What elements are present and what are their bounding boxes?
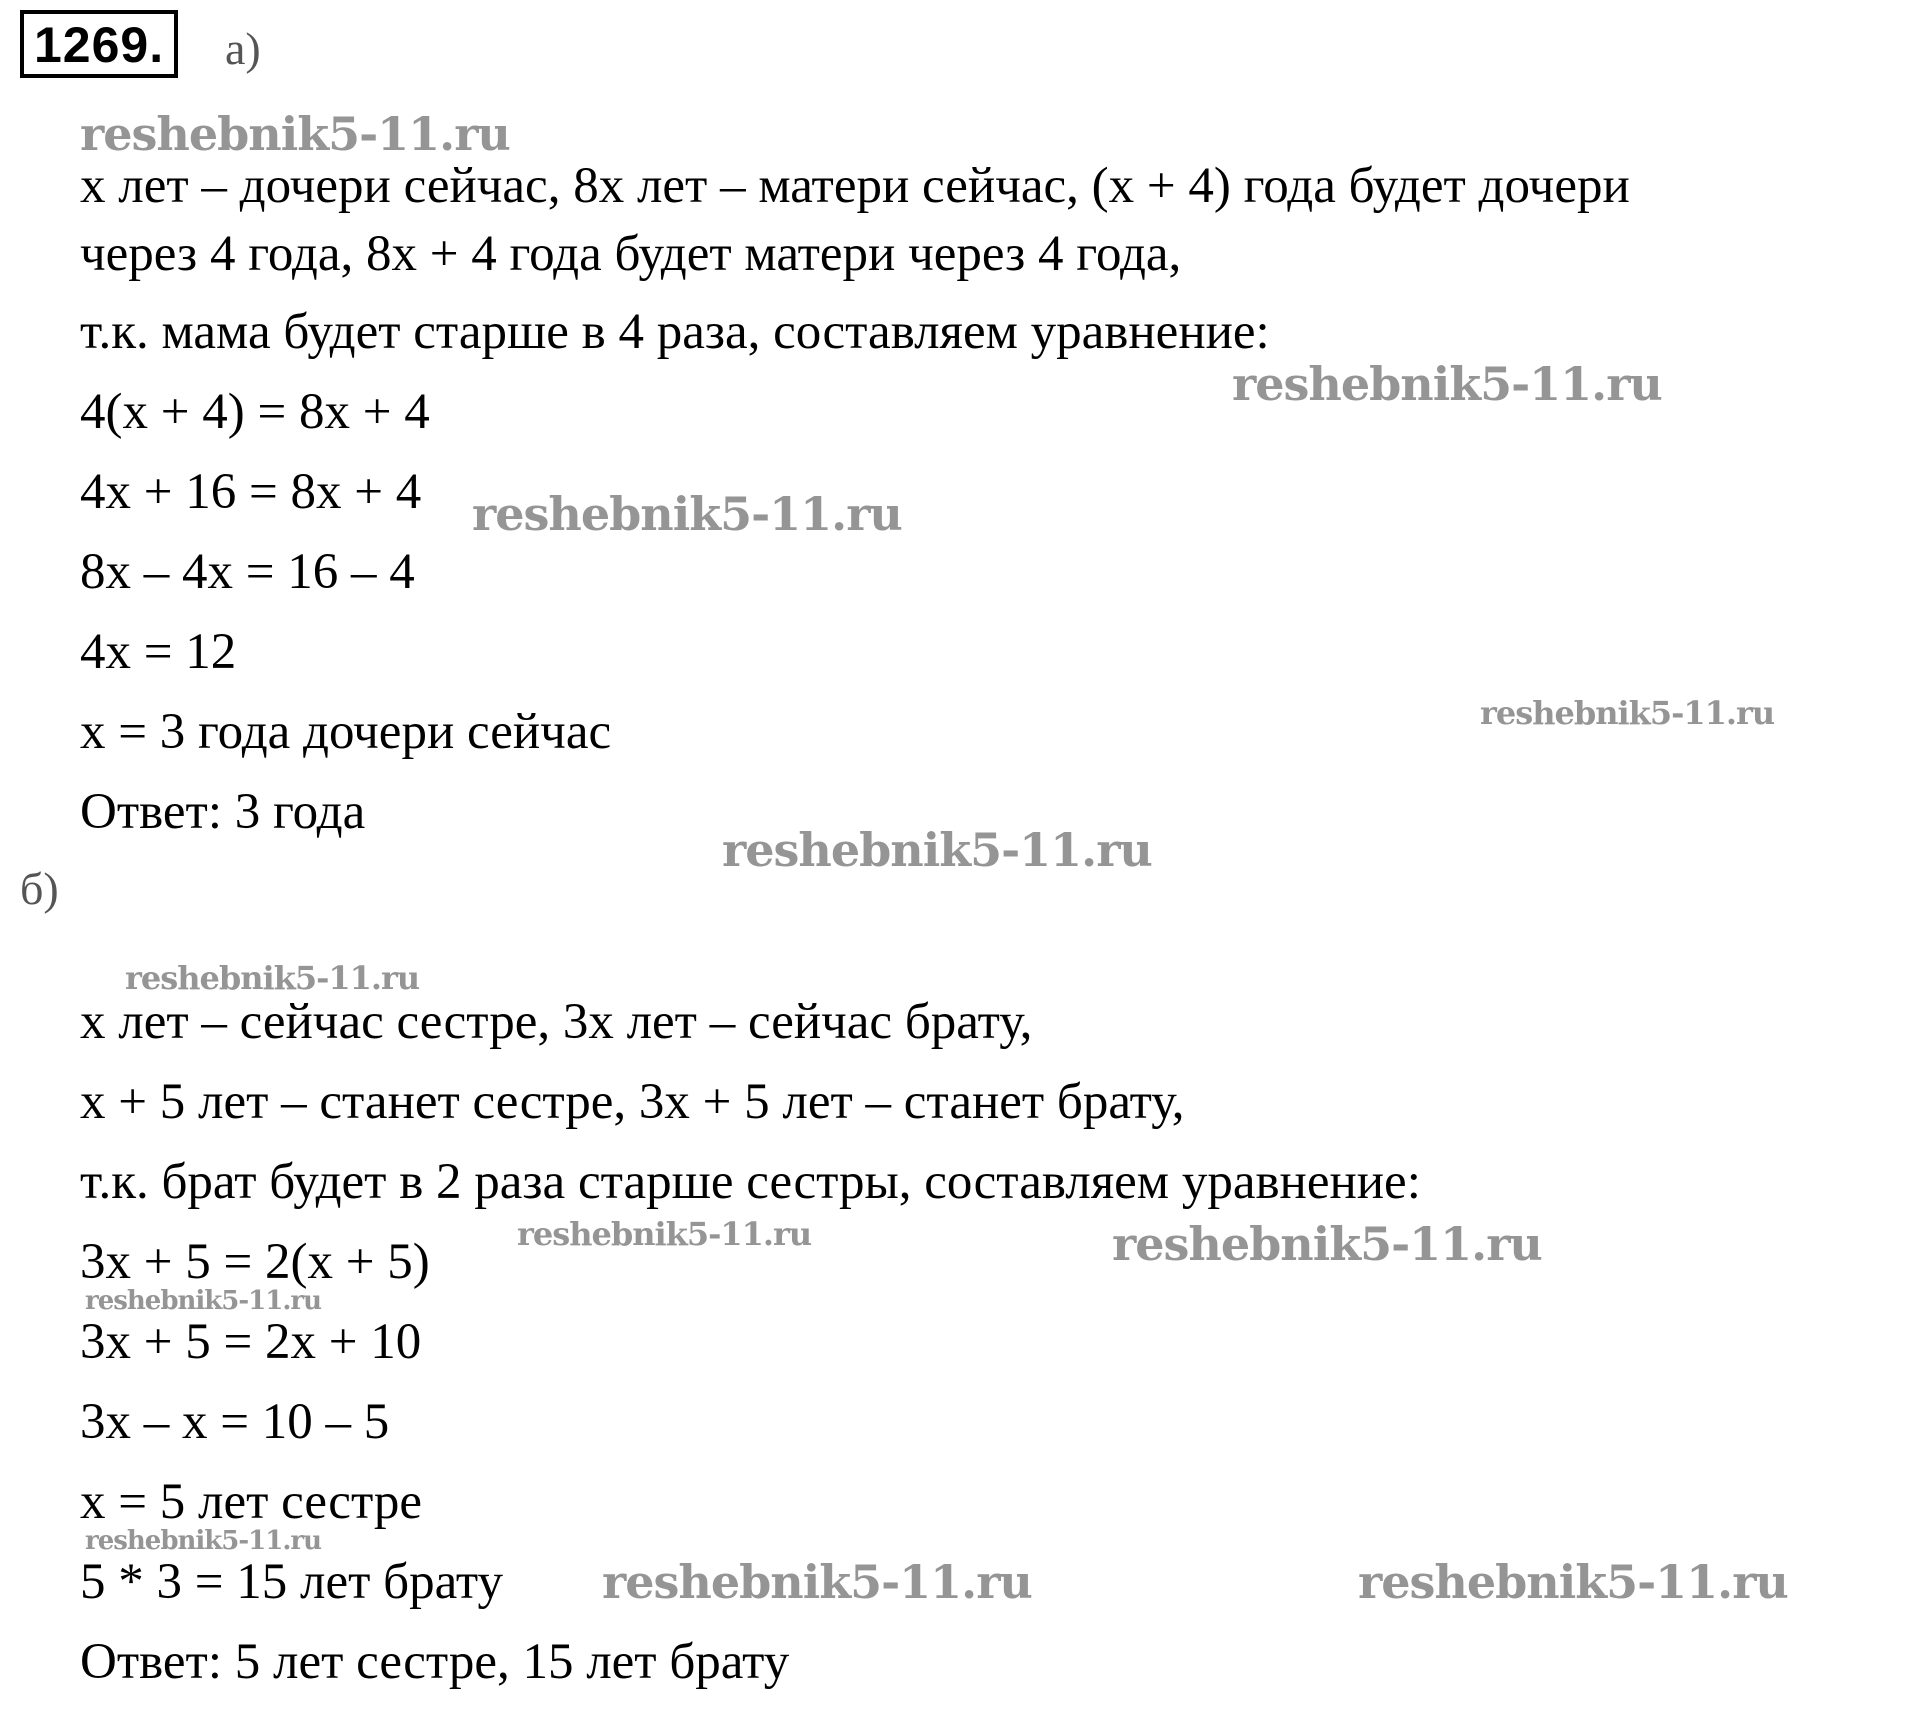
- part-b-line-3: т.к. брат будет в 2 раза старше сестры, составляем уравнение:: [80, 1154, 1421, 1210]
- part-b-answer: Ответ: 5 лет сестре, 15 лет брату: [80, 1634, 790, 1690]
- watermark-text: reshebnik5-11.ru: [125, 959, 420, 997]
- watermark-text: reshebnik5-11.ru: [1358, 1555, 1788, 1609]
- part-a-equation-4: 4x = 12: [80, 624, 237, 680]
- part-a-equation-3: 8x – 4x = 16 – 4: [80, 544, 415, 600]
- watermark-text: reshebnik5-11.ru: [1112, 1217, 1542, 1271]
- watermark-text: reshebnik5-11.ru: [472, 487, 902, 541]
- part-b-equation-3: 3x – x = 10 – 5: [80, 1394, 390, 1450]
- watermark-text: reshebnik5-11.ru: [1232, 357, 1662, 411]
- part-b-equation-2: 3x + 5 = 2x + 10: [80, 1314, 422, 1370]
- watermark-text: reshebnik5-11.ru: [85, 1286, 322, 1316]
- watermark-text: reshebnik5-11.ru: [722, 823, 1152, 877]
- part-a-label: а): [225, 23, 261, 74]
- part-a-equation-2: 4x + 16 = 8x + 4: [80, 464, 422, 520]
- part-b-label: б): [20, 863, 59, 914]
- watermark-text: reshebnik5-11.ru: [517, 1215, 812, 1253]
- part-b-line-2: x + 5 лет – станет сестре, 3x + 5 лет – станет брату,: [80, 1074, 1185, 1130]
- watermark-text: reshebnik5-11.ru: [85, 1526, 322, 1556]
- part-b-brother-age: 5 * 3 = 15 лет брату: [80, 1554, 504, 1610]
- part-a-line-2: через 4 года, 8x + 4 года будет матери через 4 года,: [80, 226, 1182, 282]
- watermark-text: reshebnik5-11.ru: [602, 1555, 1032, 1609]
- part-a-equation-1: 4(x + 4) = 8x + 4: [80, 384, 430, 440]
- watermark-text: reshebnik5-11.ru: [1480, 694, 1775, 732]
- problem-number: 1269.: [20, 10, 178, 78]
- part-a-answer: Ответ: 3 года: [80, 784, 366, 840]
- part-a-result: x = 3 года дочери сейчас: [80, 704, 612, 760]
- part-a-line-1: x лет – дочери сейчас, 8x лет – матери сейчас, (x + 4) года будет дочери: [80, 158, 1630, 214]
- part-b-result: x = 5 лет сестре: [80, 1474, 422, 1530]
- watermark-text: reshebnik5-11.ru: [80, 107, 510, 161]
- part-b-equation-1: 3x + 5 = 2(x + 5): [80, 1234, 430, 1290]
- part-b-line-1: x лет – сейчас сестре, 3x лет – сейчас брату,: [80, 994, 1033, 1050]
- part-a-line-3: т.к. мама будет старше в 4 раза, составляем уравнение:: [80, 304, 1270, 360]
